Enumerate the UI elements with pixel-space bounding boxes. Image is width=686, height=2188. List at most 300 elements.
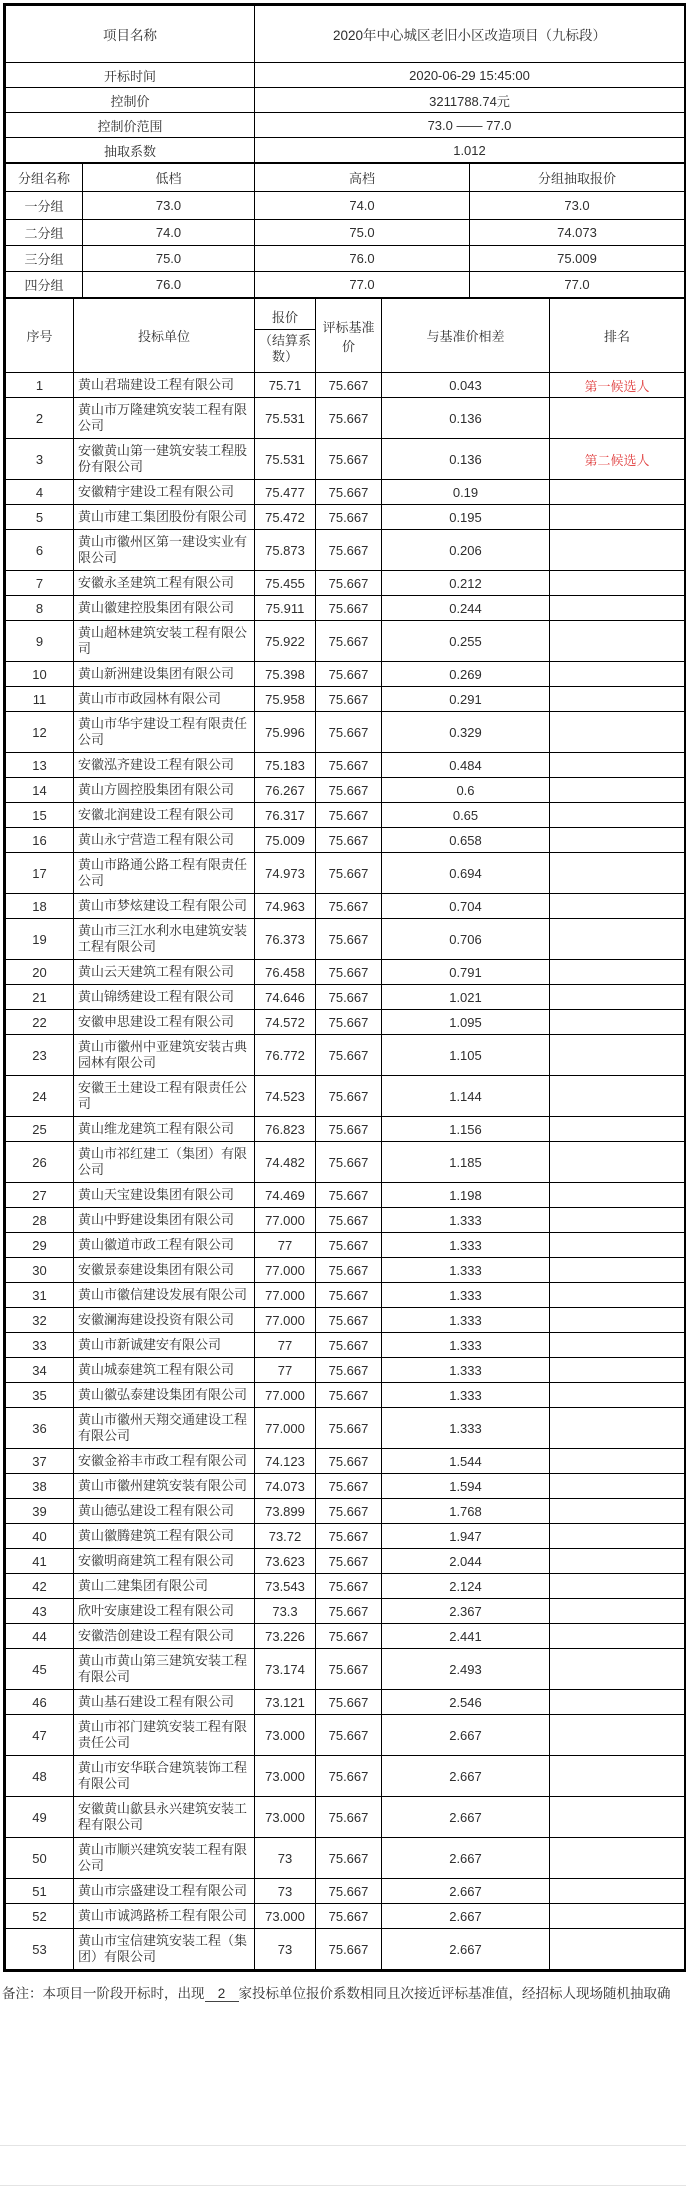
- group-row: [6, 220, 685, 246]
- bidder-bid-value: 73: [255, 1929, 316, 1970]
- bidder-company: 安徽黄山歙县永兴建筑安装工程有限公司: [74, 1797, 255, 1838]
- bidder-rank: [550, 1258, 685, 1283]
- bidder-bid-value: 75.531: [255, 439, 316, 480]
- bidder-company: 安徽泓齐建设工程有限公司: [74, 753, 255, 778]
- bidder-base-price: 75.667: [316, 1756, 382, 1797]
- bidder-company: 黄山维龙建筑工程有限公司: [74, 1117, 255, 1142]
- bidder-base-price: 75.667: [316, 480, 382, 505]
- bidder-company: 黄山市徽信建设发展有限公司: [74, 1283, 255, 1308]
- bidder-seq: 18: [6, 894, 74, 919]
- bidder-diff-value: 1.947: [382, 1524, 550, 1549]
- bidder-bid-value: 77.000: [255, 1258, 316, 1283]
- bidder-company: 黄山市徽州区第一建设实业有限公司: [74, 530, 255, 571]
- bidder-row: [6, 1383, 685, 1408]
- bidder-base-price: 75.667: [316, 1283, 382, 1308]
- bidder-base-price: 75.667: [316, 621, 382, 662]
- bidder-base-price: 75.667: [316, 1574, 382, 1599]
- bidder-base-price: 75.667: [316, 985, 382, 1010]
- bidder-row: [6, 919, 685, 960]
- bidder-bid-value: 74.123: [255, 1449, 316, 1474]
- bidder-company: 黄山市徽州中亚建筑安装古典园林有限公司: [74, 1035, 255, 1076]
- bidder-diff-value: 0.658: [382, 828, 550, 853]
- bidder-seq: 52: [6, 1904, 74, 1929]
- bidder-row: [6, 1649, 685, 1690]
- bidder-rank: [550, 919, 685, 960]
- bidder-base-price: 75.667: [316, 1649, 382, 1690]
- bidder-diff-value: 0.244: [382, 596, 550, 621]
- bidder-diff-value: 2.546: [382, 1690, 550, 1715]
- bidder-company: 黄山基石建设工程有限公司: [74, 1690, 255, 1715]
- bidder-rank: [550, 1358, 685, 1383]
- bidder-diff-value: 1.185: [382, 1142, 550, 1183]
- bidder-rank: [550, 1499, 685, 1524]
- bidder-row: [6, 480, 685, 505]
- bidder-company: 安徽明商建筑工程有限公司: [74, 1549, 255, 1574]
- bidder-row: [6, 596, 685, 621]
- bidder-company: 黄山徽道市政工程有限公司: [74, 1233, 255, 1258]
- bidder-bid-value: 75.398: [255, 662, 316, 687]
- bidder-diff-value: 2.367: [382, 1599, 550, 1624]
- bidders-header-row: [6, 299, 685, 373]
- bidder-seq: 26: [6, 1142, 74, 1183]
- bidder-row: [6, 1308, 685, 1333]
- bidder-diff-value: 1.095: [382, 1010, 550, 1035]
- bidder-row: [6, 1358, 685, 1383]
- bidder-diff-value: 0.255: [382, 621, 550, 662]
- bidder-diff-value: 1.021: [382, 985, 550, 1010]
- bidder-bid-value: 73.000: [255, 1715, 316, 1756]
- bidder-seq: 40: [6, 1524, 74, 1549]
- bidder-diff-value: 1.333: [382, 1383, 550, 1408]
- group-picked-value: 77.0: [470, 272, 685, 298]
- bidder-rank: [550, 596, 685, 621]
- bidder-row: [6, 753, 685, 778]
- bidder-base-price: 75.667: [316, 1117, 382, 1142]
- bidder-bid-value: 77.000: [255, 1308, 316, 1333]
- bidder-bid-value: 76.317: [255, 803, 316, 828]
- bidder-bid-value: 75.922: [255, 621, 316, 662]
- bidder-rank: [550, 1879, 685, 1904]
- bidder-rank: [550, 505, 685, 530]
- bidder-rank: [550, 571, 685, 596]
- bidder-seq: 46: [6, 1690, 74, 1715]
- info-row: [6, 113, 685, 138]
- bidder-row: [6, 439, 685, 480]
- group-row: [6, 272, 685, 298]
- bidder-seq: 50: [6, 1838, 74, 1879]
- bidder-company: 安徽景泰建设集团有限公司: [74, 1258, 255, 1283]
- bidders-table-body: [6, 373, 685, 1970]
- bidder-diff-value: 1.198: [382, 1183, 550, 1208]
- bidder-diff-value: 2.667: [382, 1904, 550, 1929]
- group-header-low: 低档: [83, 164, 255, 192]
- bidder-bid-value: 74.572: [255, 1010, 316, 1035]
- bidder-row: [6, 398, 685, 439]
- bidder-base-price: 75.667: [316, 778, 382, 803]
- group-high-value: 75.0: [255, 220, 470, 246]
- bidder-rank: [550, 828, 685, 853]
- bidder-company: 安徽金裕丰市政工程有限公司: [74, 1449, 255, 1474]
- footnote: [2, 1982, 686, 2002]
- bidder-rank: [550, 778, 685, 803]
- bidder-seq: 44: [6, 1624, 74, 1649]
- bidder-bid-value: 75.477: [255, 480, 316, 505]
- bidder-row: [6, 1549, 685, 1574]
- bidder-bid-value: 73.174: [255, 1649, 316, 1690]
- bidder-seq: 21: [6, 985, 74, 1010]
- bidder-rank: [550, 1333, 685, 1358]
- bidder-company: 黄山徽腾建筑工程有限公司: [74, 1524, 255, 1549]
- bidder-bid-value: 73.226: [255, 1624, 316, 1649]
- bidder-company: 安徽澜海建设投资有限公司: [74, 1308, 255, 1333]
- bidder-seq: 24: [6, 1076, 74, 1117]
- bidder-diff-value: 1.594: [382, 1474, 550, 1499]
- group-high-value: 74.0: [255, 192, 470, 220]
- bidder-diff-value: 0.484: [382, 753, 550, 778]
- bidder-base-price: 75.667: [316, 1524, 382, 1549]
- info-value: 1.012: [255, 138, 685, 163]
- header-bid-line2: （结算系数）: [258, 332, 311, 364]
- bidder-seq: 8: [6, 596, 74, 621]
- bidder-row: [6, 1499, 685, 1524]
- results-table-wrapper: [3, 3, 686, 1972]
- bidder-row: [6, 1449, 685, 1474]
- bidder-company: 黄山市安华联合建筑装饰工程有限公司: [74, 1756, 255, 1797]
- bidder-bid-value: 74.523: [255, 1076, 316, 1117]
- group-header-row: [6, 164, 685, 192]
- bidder-base-price: 75.667: [316, 1474, 382, 1499]
- bidder-rank: [550, 621, 685, 662]
- bidder-row: [6, 803, 685, 828]
- bidder-row: [6, 1142, 685, 1183]
- bidder-diff-value: 2.667: [382, 1929, 550, 1970]
- bidder-seq: 41: [6, 1549, 74, 1574]
- group-name: 二分组: [6, 220, 83, 246]
- bidder-diff-value: 1.333: [382, 1233, 550, 1258]
- bidder-base-price: 75.667: [316, 960, 382, 985]
- bidder-rank: [550, 530, 685, 571]
- bidder-seq: 23: [6, 1035, 74, 1076]
- bidder-rank: [550, 1308, 685, 1333]
- bidder-base-price: 75.667: [316, 1715, 382, 1756]
- footnote-prefix: 备注：本项目一阶段开标时，出现: [2, 1986, 205, 2001]
- bidder-row: [6, 1756, 685, 1797]
- bidder-row: [6, 894, 685, 919]
- bidder-bid-value: 75.71: [255, 373, 316, 398]
- bidder-diff-value: 0.329: [382, 712, 550, 753]
- bidder-rank: [550, 1010, 685, 1035]
- bidder-seq: 43: [6, 1599, 74, 1624]
- info-row: [6, 6, 685, 63]
- bidder-base-price: 75.667: [316, 1408, 382, 1449]
- bidder-seq: 6: [6, 530, 74, 571]
- bidder-seq: 36: [6, 1408, 74, 1449]
- bidder-base-price: 75.667: [316, 1383, 382, 1408]
- bidder-bid-value: 77: [255, 1358, 316, 1383]
- bidder-company: 黄山新洲建设集团有限公司: [74, 662, 255, 687]
- bidder-seq: 39: [6, 1499, 74, 1524]
- bidder-diff-value: 1.333: [382, 1333, 550, 1358]
- bidder-base-price: 75.667: [316, 1904, 382, 1929]
- bidder-base-price: 75.667: [316, 1208, 382, 1233]
- info-row: [6, 88, 685, 113]
- bidder-base-price: 75.667: [316, 1879, 382, 1904]
- bidder-company: 安徽申思建设工程有限公司: [74, 1010, 255, 1035]
- bidder-diff-value: 2.667: [382, 1797, 550, 1838]
- bidder-base-price: 75.667: [316, 853, 382, 894]
- bidder-bid-value: 75.911: [255, 596, 316, 621]
- bidder-bid-value: 76.772: [255, 1035, 316, 1076]
- bidder-rank: [550, 1383, 685, 1408]
- bidder-diff-value: 1.333: [382, 1283, 550, 1308]
- bidder-bid-value: 73: [255, 1879, 316, 1904]
- group-high-value: 76.0: [255, 246, 470, 272]
- bidder-bid-value: 75.958: [255, 687, 316, 712]
- bidder-bid-value: 77.000: [255, 1383, 316, 1408]
- bidder-seq: 22: [6, 1010, 74, 1035]
- bidder-bid-value: 75.455: [255, 571, 316, 596]
- bidder-row: [6, 1408, 685, 1449]
- bidder-company: 黄山市宗盛建设工程有限公司: [74, 1879, 255, 1904]
- bidder-bid-value: 77.000: [255, 1208, 316, 1233]
- bidder-diff-value: 0.136: [382, 439, 550, 480]
- bidder-seq: 35: [6, 1383, 74, 1408]
- bidder-base-price: 75.667: [316, 687, 382, 712]
- bidder-seq: 19: [6, 919, 74, 960]
- bidder-base-price: 75.667: [316, 1838, 382, 1879]
- bidder-company: 黄山市顺兴建筑安装工程有限公司: [74, 1838, 255, 1879]
- bidder-base-price: 75.667: [316, 1183, 382, 1208]
- bidder-company: 黄山市万隆建筑安装工程有限公司: [74, 398, 255, 439]
- bidder-company: 黄山市祁门建筑安装工程有限责任公司: [74, 1715, 255, 1756]
- header-diff: 与基准价相差: [382, 299, 550, 373]
- bidder-seq: 7: [6, 571, 74, 596]
- info-label: 控制价: [6, 88, 255, 113]
- bidder-seq: 49: [6, 1797, 74, 1838]
- bidder-rank: [550, 1549, 685, 1574]
- bidder-bid-value: 73.899: [255, 1499, 316, 1524]
- bidder-company: 安徽王土建设工程有限责任公司: [74, 1076, 255, 1117]
- bidder-company: 黄山市路通公路工程有限责任公司: [74, 853, 255, 894]
- bidder-diff-value: 0.791: [382, 960, 550, 985]
- bidder-seq: 47: [6, 1715, 74, 1756]
- bidder-base-price: 75.667: [316, 1333, 382, 1358]
- bidder-row: [6, 1599, 685, 1624]
- footnote-blank-value: 2: [205, 1986, 239, 2002]
- bidder-base-price: 75.667: [316, 1449, 382, 1474]
- bidder-base-price: 75.667: [316, 1549, 382, 1574]
- bidder-base-price: 75.667: [316, 1499, 382, 1524]
- bidder-rank: 第一候选人: [550, 373, 685, 398]
- bidder-row: [6, 828, 685, 853]
- bidder-base-price: 75.667: [316, 828, 382, 853]
- bidder-row: [6, 505, 685, 530]
- bidder-company: 黄山市市政园林有限公司: [74, 687, 255, 712]
- bidder-base-price: 75.667: [316, 1624, 382, 1649]
- group-extraction-table: [5, 163, 685, 298]
- bidder-company: 黄山方圆控股集团有限公司: [74, 778, 255, 803]
- bidders-table-head: [6, 299, 685, 373]
- bidder-seq: 42: [6, 1574, 74, 1599]
- bidder-base-price: 75.667: [316, 1010, 382, 1035]
- group-name: 一分组: [6, 192, 83, 220]
- bidder-bid-value: 73.72: [255, 1524, 316, 1549]
- bidder-company: 黄山云天建筑工程有限公司: [74, 960, 255, 985]
- bidder-company: 安徽黄山第一建筑安装工程股份有限公司: [74, 439, 255, 480]
- bidder-diff-value: 1.768: [382, 1499, 550, 1524]
- group-low-value: 75.0: [83, 246, 255, 272]
- bidder-seq: 12: [6, 712, 74, 753]
- bidder-bid-value: 77: [255, 1233, 316, 1258]
- header-bid: [255, 299, 316, 373]
- bidder-base-price: 75.667: [316, 753, 382, 778]
- bidder-seq: 45: [6, 1649, 74, 1690]
- bidder-rank: [550, 1208, 685, 1233]
- bidder-diff-value: 1.333: [382, 1258, 550, 1283]
- bidder-company: 黄山永宁营造工程有限公司: [74, 828, 255, 853]
- header-rank: 排名: [550, 299, 685, 373]
- bidder-bid-value: 74.963: [255, 894, 316, 919]
- bidder-row: [6, 1524, 685, 1549]
- bidder-rank: [550, 853, 685, 894]
- bidder-rank: [550, 1756, 685, 1797]
- bidder-base-price: 75.667: [316, 803, 382, 828]
- group-name: 三分组: [6, 246, 83, 272]
- bidder-rank: [550, 687, 685, 712]
- bidder-rank: [550, 1715, 685, 1756]
- bidder-row: [6, 1929, 685, 1970]
- bidder-rank: [550, 1599, 685, 1624]
- bidder-company: 黄山德弘建设工程有限公司: [74, 1499, 255, 1524]
- bidder-row: [6, 1258, 685, 1283]
- bidder-base-price: 75.667: [316, 1690, 382, 1715]
- bidder-company: 黄山市徽州建筑安装有限公司: [74, 1474, 255, 1499]
- bidder-bid-value: 74.469: [255, 1183, 316, 1208]
- bidder-diff-value: 2.667: [382, 1879, 550, 1904]
- group-low-value: 74.0: [83, 220, 255, 246]
- bidder-seq: 34: [6, 1358, 74, 1383]
- group-high-value: 77.0: [255, 272, 470, 298]
- bidder-base-price: 75.667: [316, 530, 382, 571]
- bidder-base-price: 75.667: [316, 1929, 382, 1970]
- bidder-row: [6, 1010, 685, 1035]
- bidder-diff-value: 0.65: [382, 803, 550, 828]
- group-row: [6, 192, 685, 220]
- bidder-bid-value: 73.121: [255, 1690, 316, 1715]
- bidder-row: [6, 960, 685, 985]
- footnote-suffix: 家投标单位报价系数相同且次接近评标基准值，经招标人现场随机抽取确: [238, 1986, 671, 2001]
- bidder-bid-value: 75.009: [255, 828, 316, 853]
- bidder-seq: 15: [6, 803, 74, 828]
- bidder-row: [6, 778, 685, 803]
- group-table-body: [6, 164, 685, 192]
- bidder-row: [6, 985, 685, 1010]
- bidder-rank: [550, 1076, 685, 1117]
- group-header-high: 高档: [255, 164, 470, 192]
- bidder-row: [6, 1208, 685, 1233]
- bidder-company: 黄山市建工集团股份有限公司: [74, 505, 255, 530]
- bidder-bid-value: 75.996: [255, 712, 316, 753]
- bidder-rank: [550, 1035, 685, 1076]
- bidder-base-price: 75.667: [316, 1076, 382, 1117]
- bidder-seq: 48: [6, 1756, 74, 1797]
- bidder-seq: 13: [6, 753, 74, 778]
- bidder-row: [6, 530, 685, 571]
- bidder-company: 黄山市三江水利水电建筑安装工程有限公司: [74, 919, 255, 960]
- bidder-diff-value: 1.333: [382, 1358, 550, 1383]
- bidder-rank: [550, 894, 685, 919]
- bidder-bid-value: 73.000: [255, 1756, 316, 1797]
- info-value: 2020年中心城区老旧小区改造项目（九标段）: [255, 6, 685, 63]
- bidder-row: [6, 1076, 685, 1117]
- bidder-base-price: 75.667: [316, 596, 382, 621]
- bidder-rank: [550, 1233, 685, 1258]
- bidder-company: 黄山市徽州天翔交通建设工程有限公司: [74, 1408, 255, 1449]
- bidder-rank: [550, 1524, 685, 1549]
- bidder-diff-value: 2.667: [382, 1756, 550, 1797]
- bidder-company: 安徽北润建设工程有限公司: [74, 803, 255, 828]
- bidder-company: 黄山超林建筑安装工程有限公司: [74, 621, 255, 662]
- bidder-diff-value: 1.156: [382, 1117, 550, 1142]
- bidder-rank: [550, 1183, 685, 1208]
- bidder-row: [6, 687, 685, 712]
- bidder-row: [6, 1117, 685, 1142]
- bidder-company: 黄山市黄山第三建筑安装工程有限公司: [74, 1649, 255, 1690]
- bidder-rank: [550, 1574, 685, 1599]
- bidder-bid-value: 77.000: [255, 1283, 316, 1308]
- bidder-seq: 28: [6, 1208, 74, 1233]
- bidder-row: [6, 1838, 685, 1879]
- bidder-diff-value: 0.269: [382, 662, 550, 687]
- bidder-company: 黄山天宝建设集团有限公司: [74, 1183, 255, 1208]
- bidder-row: [6, 373, 685, 398]
- bidder-diff-value: 1.144: [382, 1076, 550, 1117]
- bidder-rank: [550, 1474, 685, 1499]
- bidder-row: [6, 662, 685, 687]
- bidder-seq: 4: [6, 480, 74, 505]
- bidder-seq: 29: [6, 1233, 74, 1258]
- group-name: 四分组: [6, 272, 83, 298]
- bidder-seq: 5: [6, 505, 74, 530]
- bidder-base-price: 75.667: [316, 1358, 382, 1383]
- bidder-seq: 16: [6, 828, 74, 853]
- bidder-seq: 37: [6, 1449, 74, 1474]
- bidder-row: [6, 621, 685, 662]
- bidder-seq: 1: [6, 373, 74, 398]
- group-picked-value: 74.073: [470, 220, 685, 246]
- bidder-diff-value: 0.291: [382, 687, 550, 712]
- bidder-base-price: 75.667: [316, 1797, 382, 1838]
- bidder-company: 欣叶安康建设工程有限公司: [74, 1599, 255, 1624]
- info-label: 开标时间: [6, 63, 255, 88]
- bidder-bid-value: 73.623: [255, 1549, 316, 1574]
- group-row: [6, 246, 685, 272]
- bidder-base-price: 75.667: [316, 571, 382, 596]
- bidder-seq: 30: [6, 1258, 74, 1283]
- bidder-bid-value: 75.531: [255, 398, 316, 439]
- bidder-diff-value: 2.441: [382, 1624, 550, 1649]
- bidder-rank: [550, 985, 685, 1010]
- group-low-value: 73.0: [83, 192, 255, 220]
- bidder-rank: [550, 712, 685, 753]
- bidder-company: 黄山市诚鸿路桥工程有限公司: [74, 1904, 255, 1929]
- bidder-base-price: 75.667: [316, 1599, 382, 1624]
- bidder-rank: [550, 1649, 685, 1690]
- bidder-row: [6, 712, 685, 753]
- bidder-rank: [550, 1449, 685, 1474]
- bidder-seq: 38: [6, 1474, 74, 1499]
- bidder-rank: [550, 1117, 685, 1142]
